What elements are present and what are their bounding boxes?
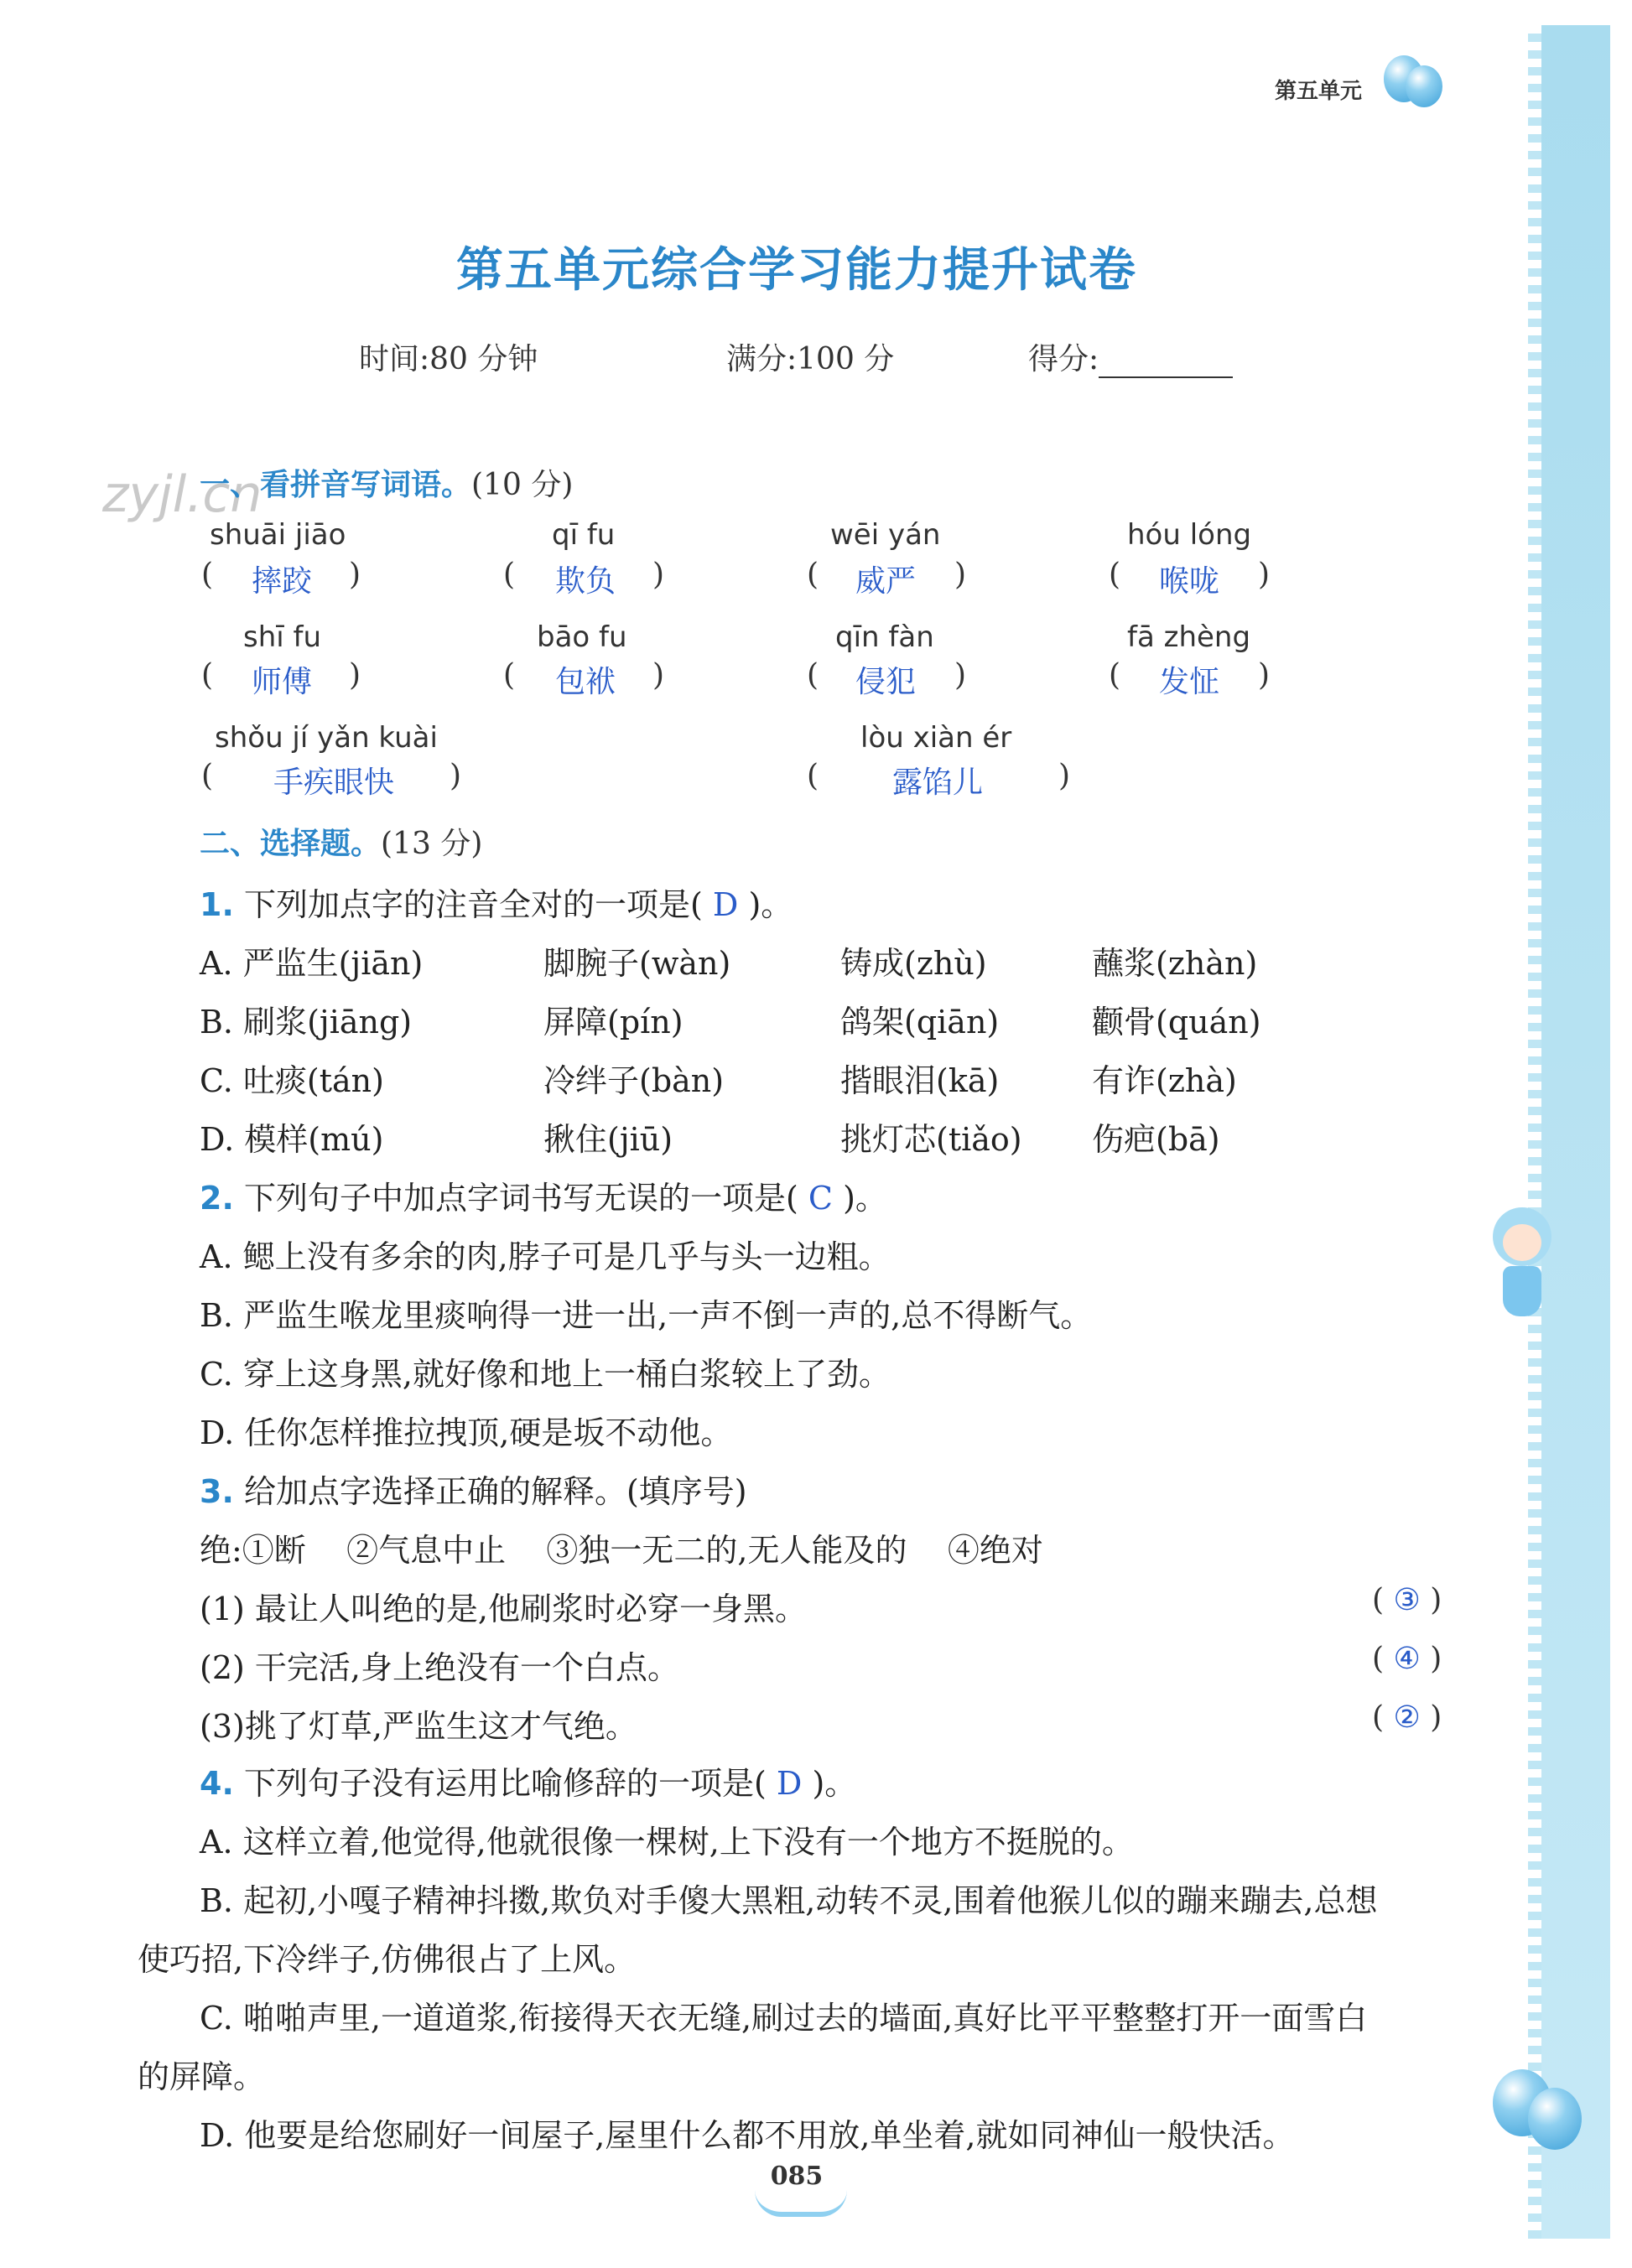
option: C. 啪啪声里,一道道浆,衔接得天衣无缝,刷过去的墙面,真好比平平整整打开一面雪白: [200, 2000, 1368, 2037]
answer-paren: ): [954, 558, 967, 592]
answer-paren: ): [1058, 759, 1071, 793]
side-decoration-edge: [1528, 25, 1541, 2239]
answer: 威严: [855, 564, 917, 599]
answer: ④: [1393, 1642, 1421, 1676]
answer-paren: (: [807, 759, 819, 793]
answer: 师傅: [252, 665, 313, 699]
answer-paren: ): [652, 658, 665, 693]
answer-paren: ): [1258, 558, 1271, 592]
answer-paren: (: [807, 658, 819, 693]
option: 蘸浆(zhàn): [1092, 945, 1258, 982]
leaf-ornament-icon: [755, 2190, 847, 2217]
girl-dress: [1503, 1266, 1541, 1316]
pinyin: wēi yán: [830, 518, 941, 552]
option: B. 严监生喉龙里痰响得一进一出,一声不倒一声的,总不得断气。: [200, 1297, 1093, 1334]
question-number: 1.: [200, 886, 234, 923]
option: D. 任你怎样推拉拽顶,硬是坂不动他。: [200, 1414, 733, 1451]
section-1-title: 一、看拼音写词语。: [200, 468, 472, 502]
page-title: 第五单元综合学习能力提升试卷: [456, 243, 1137, 298]
question-stem: 给加点字选择正确的解释。(填序号): [243, 1473, 747, 1510]
question-answer: D: [712, 886, 739, 923]
pinyin: shī fu: [243, 620, 322, 654]
section-2-heading: [200, 820, 482, 863]
girl-face: [1503, 1224, 1541, 1261]
question-number: 4.: [200, 1765, 234, 1802]
answer: 侵犯: [855, 665, 917, 699]
answer-paren: (: [1109, 658, 1121, 693]
answer: ③: [1393, 1583, 1421, 1617]
option: 屏障(pín): [543, 1004, 683, 1041]
answer-paren: (: [1109, 558, 1121, 592]
answer-paren: (: [503, 558, 516, 592]
question-stem: 下列加点字的注音全对的一项是(: [243, 886, 703, 923]
question-number: 3.: [200, 1473, 234, 1510]
answer: ②: [1393, 1700, 1421, 1735]
question-stem-end: )。: [843, 1180, 887, 1217]
pinyin: lòu xiàn ér: [860, 721, 1012, 755]
answer-paren: ): [1258, 658, 1271, 693]
answer-paren: ): [652, 558, 665, 592]
option-continued: 使巧招,下冷绊子,仿佛很占了上风。: [138, 1941, 637, 1978]
option-continued: 的屏障。: [138, 2058, 266, 2095]
answer-mark: ( ② ): [1372, 1700, 1442, 1735]
answer: 手疾眼快: [273, 766, 395, 800]
answer: 摔跤: [252, 564, 313, 599]
option: A. 这样立着,他觉得,他就很像一棵树,上下没有一个地方不挺脱的。: [200, 1824, 1134, 1861]
answer-paren: (: [807, 558, 819, 592]
section-2-points: (13 分): [381, 827, 483, 861]
option: A. 鳃上没有多余的肉,脖子可是几乎与头一边粗。: [200, 1238, 891, 1275]
option: B. 刷浆(jiāng): [200, 1004, 413, 1041]
question-stem: 下列句子中加点字词书写无误的一项是(: [243, 1180, 798, 1217]
question-answer: D: [776, 1765, 803, 1802]
pinyin: hóu lóng: [1127, 518, 1252, 552]
balloon-icon: [1406, 65, 1442, 107]
full-score: 满分:100 分: [726, 342, 895, 376]
question-stem: 下列句子没有运用比喻修辞的一项是(: [243, 1765, 767, 1802]
unit-tag: 第五单元: [1275, 79, 1363, 104]
sub-question: (2) 干完活,身上绝没有一个白点。: [200, 1649, 679, 1686]
option: B. 起初,小嘎子精神抖擞,欺负对手傻大黑粗,动转不灵,围着他猴儿似的蹦来蹦去,总想: [200, 1882, 1378, 1919]
option: D. 模样(mú): [200, 1121, 384, 1158]
side-decoration-strip: [1535, 25, 1610, 2239]
answer-paren: ): [349, 658, 361, 693]
answer-paren: ): [450, 759, 462, 793]
answer-mark: ( ④ ): [1372, 1642, 1442, 1676]
option: 有诈(zhà): [1092, 1062, 1237, 1099]
question-2: [200, 1172, 887, 1218]
pinyin: shuāi jiāo: [210, 518, 346, 552]
option: 鸽架(qiān): [840, 1004, 1000, 1041]
question-1: [200, 879, 793, 925]
answer-paren: (: [503, 658, 516, 693]
option: 冷绊子(bàn): [543, 1062, 725, 1099]
page-number: 085: [770, 2162, 824, 2191]
question-number: 2.: [200, 1180, 234, 1217]
question-stem-end: )。: [748, 886, 793, 923]
option: 挑灯芯(tiǎo): [840, 1121, 1022, 1158]
pinyin: qī fu: [552, 518, 616, 552]
score-field: [1028, 335, 1233, 378]
pinyin: qīn fàn: [835, 620, 934, 654]
question-4: [200, 1757, 856, 1804]
answer-paren: (: [201, 658, 214, 693]
watermark: zyjl.cn: [102, 465, 262, 524]
option: C. 穿上这身黑,就好像和地上一桶白浆较上了劲。: [200, 1356, 891, 1393]
section-2-title: 二、选择题。: [200, 827, 382, 861]
score-blank[interactable]: [1099, 351, 1233, 378]
answer: 欺负: [555, 564, 616, 599]
option: 颧骨(quán): [1092, 1004, 1261, 1041]
cartoon-girl-illustration: [1484, 1207, 1560, 1342]
pinyin: shǒu jí yǎn kuài: [215, 721, 438, 755]
answer-paren: ): [349, 558, 361, 592]
option: 铸成(zhù): [840, 945, 987, 982]
definitions: 绝:①断 ②气息中止 ③独一无二的,无人能及的 ④绝对: [200, 1532, 1043, 1569]
option: 伤疤(bā): [1092, 1121, 1220, 1158]
option: C. 吐痰(tán): [200, 1062, 384, 1099]
answer-paren: (: [201, 759, 214, 793]
option: 揪住(jiū): [543, 1121, 673, 1158]
score-label: 得分:: [1028, 342, 1099, 376]
option: 揩眼泪(kā): [840, 1062, 1000, 1099]
section-1-points: (10 分): [471, 468, 574, 502]
answer-paren: ): [954, 658, 967, 693]
answer: 喉咙: [1159, 564, 1220, 599]
answer: 包袱: [555, 665, 616, 699]
section-1-heading: [200, 461, 573, 504]
time-limit: 时间:80 分钟: [359, 342, 538, 376]
answer-mark: ( ③ ): [1372, 1583, 1442, 1617]
sub-question: (3)挑了灯草,严监生这才气绝。: [200, 1708, 637, 1745]
option: 脚腕子(wàn): [543, 945, 731, 982]
question-answer: C: [808, 1180, 833, 1217]
question-stem-end: )。: [812, 1765, 857, 1802]
pinyin: fā zhèng: [1127, 620, 1251, 654]
sub-question: (1) 最让人叫绝的是,他刷浆时必穿一身黑。: [200, 1591, 807, 1627]
option: A. 严监生(jiān): [200, 945, 424, 982]
answer: 露馅儿: [892, 766, 984, 800]
pinyin: bāo fu: [537, 620, 627, 654]
answer: 发怔: [1159, 665, 1220, 699]
option: D. 他要是给您刷好一间屋子,屋里什么都不用放,单坐着,就如同神仙一般快活。: [200, 2117, 1295, 2154]
answer-paren: (: [201, 558, 214, 592]
balloon-icon: [1528, 2088, 1582, 2150]
question-3: [200, 1466, 747, 1512]
